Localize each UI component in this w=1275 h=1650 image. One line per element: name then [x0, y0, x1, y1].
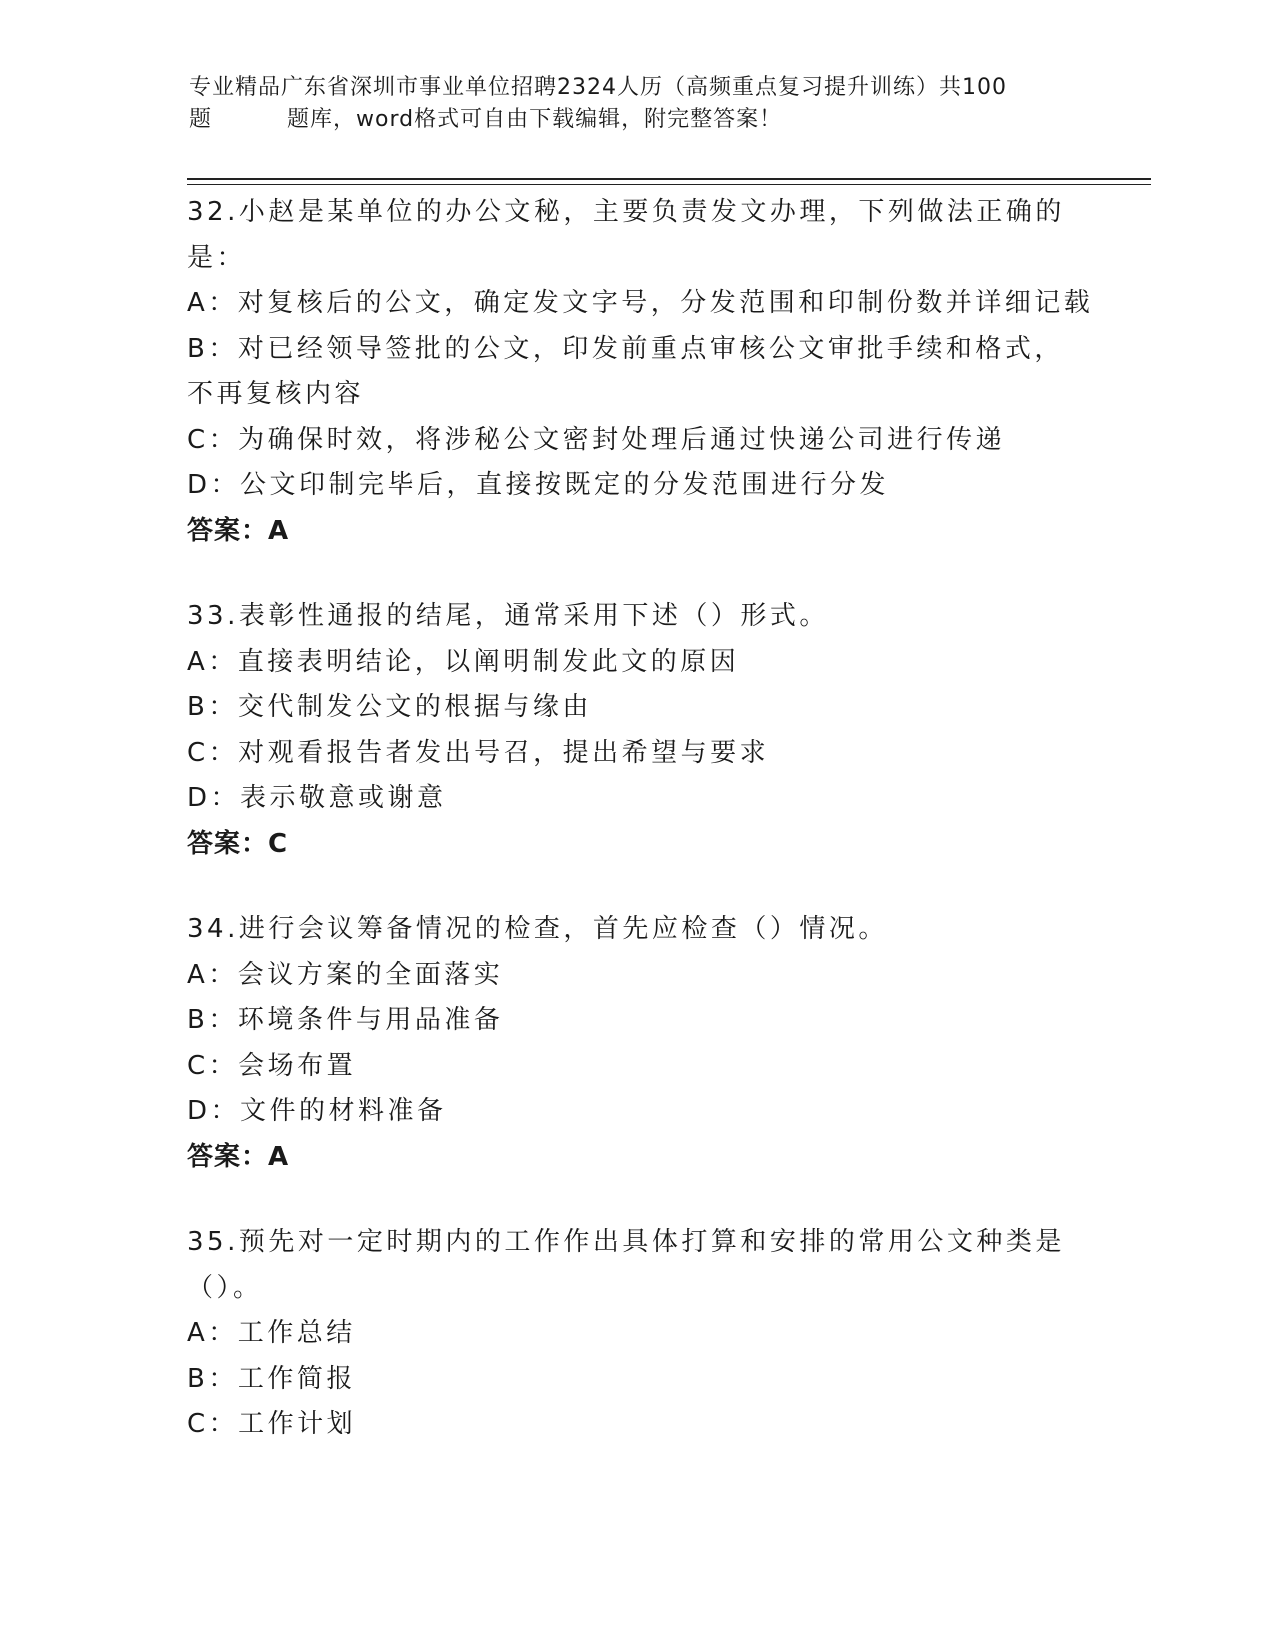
option-a: A：会议方案的全面落实 — [187, 959, 504, 990]
option-d: D：表示敬意或谢意 — [187, 783, 447, 813]
option-a: A：对复核后的公文，确定发文字号，分发范围和印制份数并详细记载 — [187, 288, 1094, 318]
question-33 — [187, 594, 1087, 867]
header-line-2-lead: 题 — [189, 107, 213, 132]
option-c: C：对观看报告者发出号召，提出希望与要求 — [187, 737, 770, 768]
option-c: C：工作计划 — [187, 1409, 357, 1439]
header-line-1: 专业精品广东省深圳市事业单位招聘2324人历（高频重点复习提升训练）共100 — [189, 75, 1007, 100]
document-header — [189, 72, 1069, 136]
option-b: B：环境条件与用品准备 — [187, 1005, 504, 1035]
option-a: A：工作总结 — [187, 1318, 356, 1348]
option-c: C：会场布置 — [187, 1050, 357, 1081]
option-b: B：对已经领导签批的公文，印发前重点审核公文审批手续和格式，不再复核内容 — [187, 333, 1064, 409]
answer: 答案：A — [187, 1141, 290, 1172]
option-d: D：公文印制完毕后，直接按既定的分发范围进行分发 — [187, 470, 890, 500]
header-rule-thin — [187, 184, 1151, 185]
header-rule-thick — [187, 178, 1151, 180]
question-34 — [187, 907, 1087, 1180]
question-stem: 34.进行会议筹备情况的检查，首先应检查（）情况。 — [187, 914, 888, 944]
option-c: C：为确保时效，将涉秘公文密封处理后通过快递公司进行传递 — [187, 424, 1006, 455]
answer: 答案：A — [187, 515, 290, 546]
option-a: A：直接表明结论，以阐明制发此文的原因 — [187, 646, 740, 677]
question-35 — [187, 1220, 1087, 1448]
question-stem: 33.表彰性通报的结尾，通常采用下述（）形式。 — [187, 601, 829, 631]
question-32 — [187, 190, 1094, 554]
option-b: B：工作简报 — [187, 1363, 356, 1394]
option-d: D：文件的材料准备 — [187, 1096, 447, 1126]
question-stem: 35.预先对一定时期内的工作作出具体打算和安排的常用公文种类是（）。 — [187, 1227, 1065, 1303]
question-list — [187, 190, 1094, 1488]
answer: 答案：C — [187, 828, 289, 859]
header-line-2 — [189, 104, 1069, 136]
question-stem: 32.小赵是某单位的办公文秘，主要负责发文办理，下列做法正确的是： — [187, 197, 1065, 273]
header-line-2-text: 题库，word格式可自由下载编辑，附完整答案！ — [287, 107, 783, 132]
option-b: B：交代制发公文的根据与缘由 — [187, 692, 592, 722]
